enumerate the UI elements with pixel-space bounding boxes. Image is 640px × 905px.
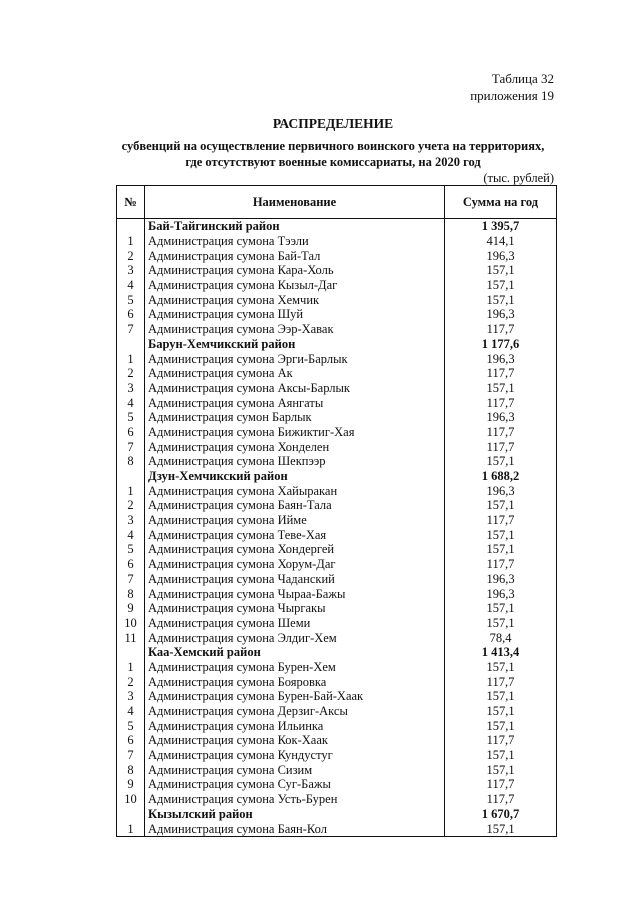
row-number: 7 xyxy=(117,748,145,763)
row-name: Администрация сумона Шеми xyxy=(145,616,445,631)
row-name: Администрация сумона Кундустуг xyxy=(145,748,445,763)
row-number: 1 xyxy=(117,660,145,675)
row-name: Администрация сумона Чыраа-Бажы xyxy=(145,586,445,601)
row-number: 3 xyxy=(117,513,145,528)
table-row xyxy=(117,821,557,836)
row-sum: 157,1 xyxy=(445,527,557,542)
table-row xyxy=(117,307,557,322)
row-name: Дзун-Хемчикский район xyxy=(145,469,445,484)
row-number xyxy=(117,337,145,352)
row-name: Администрация сумона Суг-Бажы xyxy=(145,777,445,792)
row-name: Администрация сумона Шекпээр xyxy=(145,454,445,469)
row-sum: 157,1 xyxy=(445,278,557,293)
table-row xyxy=(117,439,557,454)
row-name: Барун-Хемчикский район xyxy=(145,337,445,352)
row-number: 4 xyxy=(117,278,145,293)
row-name: Администрация сумона Бай-Тал xyxy=(145,248,445,263)
region-row xyxy=(117,645,557,660)
document-title: РАСПРЕДЕЛЕНИЕ xyxy=(272,116,394,131)
document-subtitle-line-2: где отсутствуют военные комиссариаты, на 2020 год xyxy=(185,155,481,169)
document-heading xyxy=(90,115,576,170)
row-name: Администрация сумона Ээр-Хавак xyxy=(145,322,445,337)
row-name: Администрация сумона Эрги-Барлык xyxy=(145,351,445,366)
row-name: Администрация сумона Кок-Хаак xyxy=(145,733,445,748)
table-row xyxy=(117,351,557,366)
table-reference xyxy=(470,70,554,104)
row-number: 9 xyxy=(117,601,145,616)
row-name: Администрация сумона Аянгаты xyxy=(145,395,445,410)
row-name: Администрация сумона Дерзиг-Аксы xyxy=(145,704,445,719)
header-sum: Сумма на год xyxy=(445,186,557,219)
row-number: 10 xyxy=(117,616,145,631)
row-sum: 157,1 xyxy=(445,292,557,307)
table-row xyxy=(117,425,557,440)
row-sum: 117,7 xyxy=(445,777,557,792)
table-row xyxy=(117,572,557,587)
row-number: 1 xyxy=(117,483,145,498)
row-name: Администрация сумона Бояровка xyxy=(145,674,445,689)
table-row xyxy=(117,792,557,807)
table-row xyxy=(117,630,557,645)
row-name: Администрация сумона Сизим xyxy=(145,762,445,777)
row-number: 2 xyxy=(117,498,145,513)
row-number: 1 xyxy=(117,821,145,836)
table-row xyxy=(117,234,557,249)
row-number: 1 xyxy=(117,234,145,249)
table-row xyxy=(117,498,557,513)
row-sum: 157,1 xyxy=(445,660,557,675)
region-row xyxy=(117,219,557,234)
table-number: Таблица 32 xyxy=(491,71,554,86)
row-number: 2 xyxy=(117,674,145,689)
row-sum: 414,1 xyxy=(445,234,557,249)
row-number: 7 xyxy=(117,439,145,454)
row-sum: 117,7 xyxy=(445,557,557,572)
row-number: 5 xyxy=(117,292,145,307)
unit-note: (тыс. рублей) xyxy=(483,171,554,185)
region-row xyxy=(117,807,557,822)
row-sum: 1 670,7 xyxy=(445,807,557,822)
table-row xyxy=(117,542,557,557)
row-number: 5 xyxy=(117,542,145,557)
row-sum: 117,7 xyxy=(445,674,557,689)
table-row xyxy=(117,777,557,792)
row-name: Администрация сумона Тээли xyxy=(145,234,445,249)
table-row xyxy=(117,616,557,631)
row-sum: 157,1 xyxy=(445,704,557,719)
row-sum: 157,1 xyxy=(445,498,557,513)
row-name: Администрация сумона Кызыл-Даг xyxy=(145,278,445,293)
row-name: Администрация сумона Чаданский xyxy=(145,572,445,587)
row-name: Администрация сумона Хондергей xyxy=(145,542,445,557)
row-name: Администрация сумона Кара-Холь xyxy=(145,263,445,278)
row-sum: 78,4 xyxy=(445,630,557,645)
row-sum: 196,3 xyxy=(445,572,557,587)
row-name: Администрация сумон Барлык xyxy=(145,410,445,425)
row-number xyxy=(117,807,145,822)
row-name: Администрация сумона Бурен-Бай-Хаак xyxy=(145,689,445,704)
row-number: 3 xyxy=(117,263,145,278)
row-number xyxy=(117,219,145,234)
header-name: Наименование xyxy=(145,186,445,219)
table-row xyxy=(117,410,557,425)
row-number: 7 xyxy=(117,322,145,337)
row-sum: 157,1 xyxy=(445,381,557,396)
row-sum: 157,1 xyxy=(445,616,557,631)
row-sum: 157,1 xyxy=(445,821,557,836)
row-number: 6 xyxy=(117,425,145,440)
row-name: Администрация сумона Бижиктиг-Хая xyxy=(145,425,445,440)
row-number: 8 xyxy=(117,586,145,601)
row-name: Администрация сумона Хонделен xyxy=(145,439,445,454)
row-name: Администрация сумона Чыргакы xyxy=(145,601,445,616)
row-sum: 117,7 xyxy=(445,425,557,440)
table-row xyxy=(117,586,557,601)
row-sum: 157,1 xyxy=(445,263,557,278)
row-name: Администрация сумона Шуй xyxy=(145,307,445,322)
row-sum: 157,1 xyxy=(445,542,557,557)
table-row xyxy=(117,381,557,396)
row-number xyxy=(117,645,145,660)
table-row xyxy=(117,527,557,542)
row-name: Администрация сумона Бурен-Хем xyxy=(145,660,445,675)
row-sum: 157,1 xyxy=(445,689,557,704)
table-row xyxy=(117,748,557,763)
row-sum: 1 688,2 xyxy=(445,469,557,484)
row-number: 4 xyxy=(117,395,145,410)
row-sum: 196,3 xyxy=(445,307,557,322)
table-row xyxy=(117,689,557,704)
row-number: 4 xyxy=(117,704,145,719)
row-sum: 117,7 xyxy=(445,395,557,410)
table-row xyxy=(117,263,557,278)
row-sum: 196,3 xyxy=(445,410,557,425)
table-row xyxy=(117,395,557,410)
table-row xyxy=(117,704,557,719)
row-sum: 1 395,7 xyxy=(445,219,557,234)
row-sum: 196,3 xyxy=(445,248,557,263)
table-row xyxy=(117,660,557,675)
row-number: 9 xyxy=(117,777,145,792)
row-sum: 196,3 xyxy=(445,351,557,366)
row-name: Бай-Тайгинский район xyxy=(145,219,445,234)
row-sum: 1 413,4 xyxy=(445,645,557,660)
row-sum: 117,7 xyxy=(445,366,557,381)
row-name: Администрация сумона Баян-Тала xyxy=(145,498,445,513)
row-number: 11 xyxy=(117,630,145,645)
row-number: 5 xyxy=(117,410,145,425)
row-number: 8 xyxy=(117,454,145,469)
row-name: Администрация сумона Теве-Хая xyxy=(145,527,445,542)
row-number: 2 xyxy=(117,366,145,381)
table-row xyxy=(117,762,557,777)
row-number: 3 xyxy=(117,689,145,704)
row-sum: 117,7 xyxy=(445,733,557,748)
table-row xyxy=(117,292,557,307)
row-name: Администрация сумона Ак xyxy=(145,366,445,381)
region-row xyxy=(117,469,557,484)
table-row xyxy=(117,322,557,337)
row-sum: 117,7 xyxy=(445,792,557,807)
document-subtitle-line-1: субвенций на осуществление первичного воинского учета на территориях, xyxy=(121,139,545,153)
row-name: Каа-Хемский район xyxy=(145,645,445,660)
row-name: Администрация сумона Ильинка xyxy=(145,718,445,733)
row-number: 8 xyxy=(117,762,145,777)
row-sum: 157,1 xyxy=(445,748,557,763)
row-sum: 117,7 xyxy=(445,322,557,337)
row-sum: 157,1 xyxy=(445,718,557,733)
table-row xyxy=(117,674,557,689)
row-number: 10 xyxy=(117,792,145,807)
table-row xyxy=(117,483,557,498)
row-number: 2 xyxy=(117,248,145,263)
row-name: Администрация сумона Аксы-Барлык xyxy=(145,381,445,396)
row-name: Администрация сумона Хемчик xyxy=(145,292,445,307)
table-row xyxy=(117,601,557,616)
row-sum: 196,3 xyxy=(445,586,557,601)
row-number xyxy=(117,469,145,484)
row-number: 6 xyxy=(117,307,145,322)
row-number: 3 xyxy=(117,381,145,396)
table-row xyxy=(117,718,557,733)
table-row xyxy=(117,733,557,748)
row-sum: 117,7 xyxy=(445,439,557,454)
row-name: Кызылский район xyxy=(145,807,445,822)
table-header-row xyxy=(117,186,557,219)
table-row xyxy=(117,513,557,528)
distribution-table xyxy=(116,185,557,837)
row-sum: 157,1 xyxy=(445,762,557,777)
row-number: 7 xyxy=(117,572,145,587)
row-number: 4 xyxy=(117,527,145,542)
row-number: 1 xyxy=(117,351,145,366)
row-name: Администрация сумона Баян-Кол xyxy=(145,821,445,836)
row-name: Администрация сумона Ийме xyxy=(145,513,445,528)
table-row xyxy=(117,278,557,293)
row-sum: 117,7 xyxy=(445,513,557,528)
row-number: 6 xyxy=(117,557,145,572)
table-row xyxy=(117,248,557,263)
row-sum: 157,1 xyxy=(445,454,557,469)
row-name: Администрация сумона Хорум-Даг xyxy=(145,557,445,572)
appendix-number: приложения 19 xyxy=(470,88,554,103)
row-number: 5 xyxy=(117,718,145,733)
table-row xyxy=(117,454,557,469)
region-row xyxy=(117,337,557,352)
row-name: Администрация сумона Хайыракан xyxy=(145,483,445,498)
row-sum: 1 177,6 xyxy=(445,337,557,352)
row-sum: 157,1 xyxy=(445,601,557,616)
row-name: Администрация сумона Усть-Бурен xyxy=(145,792,445,807)
header-number: № xyxy=(117,186,145,219)
row-number: 6 xyxy=(117,733,145,748)
table-row xyxy=(117,366,557,381)
row-name: Администрация сумона Элдиг-Хем xyxy=(145,630,445,645)
row-sum: 196,3 xyxy=(445,483,557,498)
table-row xyxy=(117,557,557,572)
